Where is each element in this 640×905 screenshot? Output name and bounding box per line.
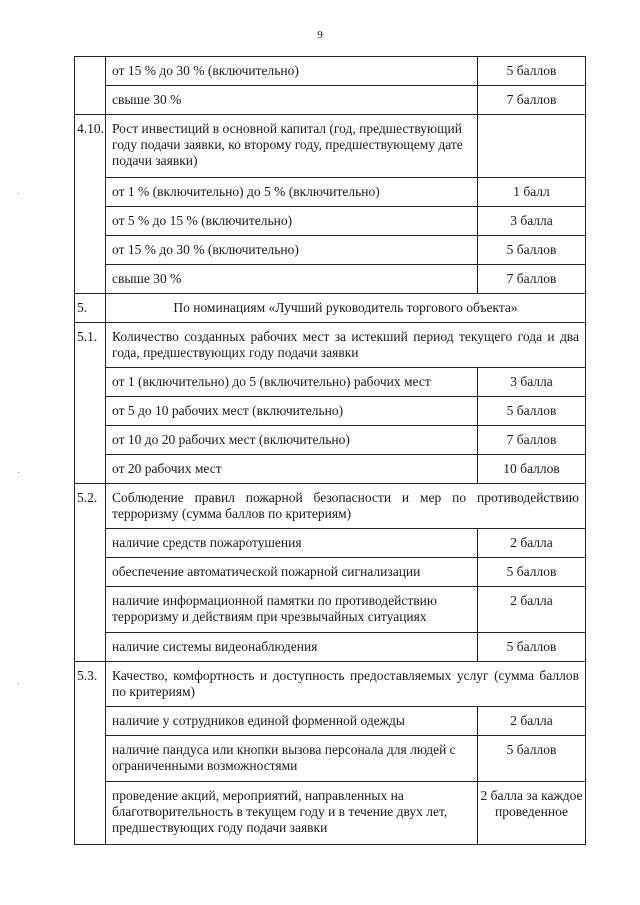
row-description: наличие пандуса или кнопки вызова персонала для людей с ограниченными возможностями — [106, 736, 478, 782]
section-heading: По номинациям «Лучший руководитель торгового объекта» — [106, 294, 586, 323]
row-points: 5 баллов — [478, 236, 586, 265]
row-points: 7 баллов — [478, 426, 586, 455]
table-row — [75, 662, 586, 707]
row-points: 2 балла за каждое проведенное — [478, 782, 586, 845]
row-points: 3 балла — [478, 207, 586, 236]
row-number — [75, 57, 106, 115]
table-row — [75, 529, 586, 558]
row-description: от 15 % до 30 % (включительно) — [106, 236, 478, 265]
table-row — [75, 178, 586, 207]
row-number: 5.3. — [75, 662, 106, 845]
row-description: наличие системы видеонаблюдения — [106, 633, 478, 662]
row-description: от 15 % до 30 % (включительно) — [106, 57, 478, 86]
row-number: 5.1. — [75, 323, 106, 484]
margin-mark — [18, 683, 19, 684]
table-row — [75, 57, 586, 86]
row-number: 5. — [75, 294, 106, 323]
page-number: 9 — [317, 29, 323, 41]
row-points: 5 баллов — [478, 558, 586, 587]
row-description: свыше 30 % — [106, 265, 478, 294]
table-row — [75, 368, 586, 397]
row-description: обеспечение автоматической пожарной сигнализации — [106, 558, 478, 587]
row-points: 2 балла — [478, 707, 586, 736]
row-description: наличие средств пожаротушения — [106, 529, 478, 558]
table-row — [75, 207, 586, 236]
table-row — [75, 587, 586, 633]
table-row — [75, 782, 586, 845]
table-row — [75, 484, 586, 529]
table-row — [75, 707, 586, 736]
row-description: от 10 до 20 рабочих мест (включительно) — [106, 426, 478, 455]
row-points: 5 баллов — [478, 397, 586, 426]
table-row — [75, 558, 586, 587]
row-description: наличие информационной памятки по противодействию терроризму и действиям при чрезвычайных ситуациях — [106, 587, 478, 633]
row-points: 2 балла — [478, 529, 586, 558]
table-row — [75, 426, 586, 455]
table-row — [75, 397, 586, 426]
row-description: проведение акций, мероприятий, направленных на благотворительность в текущем году и в течение двух лет, предшествующих году подачи заявки — [106, 782, 478, 845]
row-number: 4.10. — [75, 115, 106, 294]
row-description: от 20 рабочих мест — [106, 455, 478, 484]
row-description: Качество, комфортность и доступность предоставляемых услуг (сумма баллов по критериям) — [106, 662, 586, 707]
table-row — [75, 455, 586, 484]
row-description: наличие у сотрудников единой форменной одежды — [106, 707, 478, 736]
row-description: Количество созданных рабочих мест за истекший период текущего года и два года, предшествующих году подачи заявки — [106, 323, 586, 368]
criteria-table — [74, 56, 586, 845]
margin-mark — [18, 193, 19, 194]
table-row — [75, 736, 586, 782]
row-points: 3 балла — [478, 368, 586, 397]
row-description: свыше 30 % — [106, 86, 478, 115]
table-row — [75, 265, 586, 294]
row-points: 10 баллов — [478, 455, 586, 484]
table-row — [75, 633, 586, 662]
table-row — [75, 294, 586, 323]
row-description: от 1 (включительно) до 5 (включительно) рабочих мест — [106, 368, 478, 397]
row-points: 5 баллов — [478, 633, 586, 662]
row-description: от 5 % до 15 % (включительно) — [106, 207, 478, 236]
row-points: 5 баллов — [478, 736, 586, 782]
row-description: Соблюдение правил пожарной безопасности и мер по противодействию терроризму (сумма баллов по критериям) — [106, 484, 586, 529]
row-description: от 1 % (включительно) до 5 % (включительно) — [106, 178, 478, 207]
row-points: 7 баллов — [478, 265, 586, 294]
row-points — [478, 115, 586, 178]
margin-mark — [18, 472, 19, 473]
row-points: 7 баллов — [478, 86, 586, 115]
row-points: 5 баллов — [478, 57, 586, 86]
row-number: 5.2. — [75, 484, 106, 662]
table-row — [75, 236, 586, 265]
table-row — [75, 115, 586, 178]
row-points: 2 балла — [478, 587, 586, 633]
row-description: от 5 до 10 рабочих мест (включительно) — [106, 397, 478, 426]
table-row — [75, 323, 586, 368]
row-points: 1 балл — [478, 178, 586, 207]
row-description: Рост инвестиций в основной капитал (год, предшествующий году подачи заявки, ко второму году, предшествующему дате подачи заявки) — [106, 115, 478, 178]
table-row — [75, 86, 586, 115]
